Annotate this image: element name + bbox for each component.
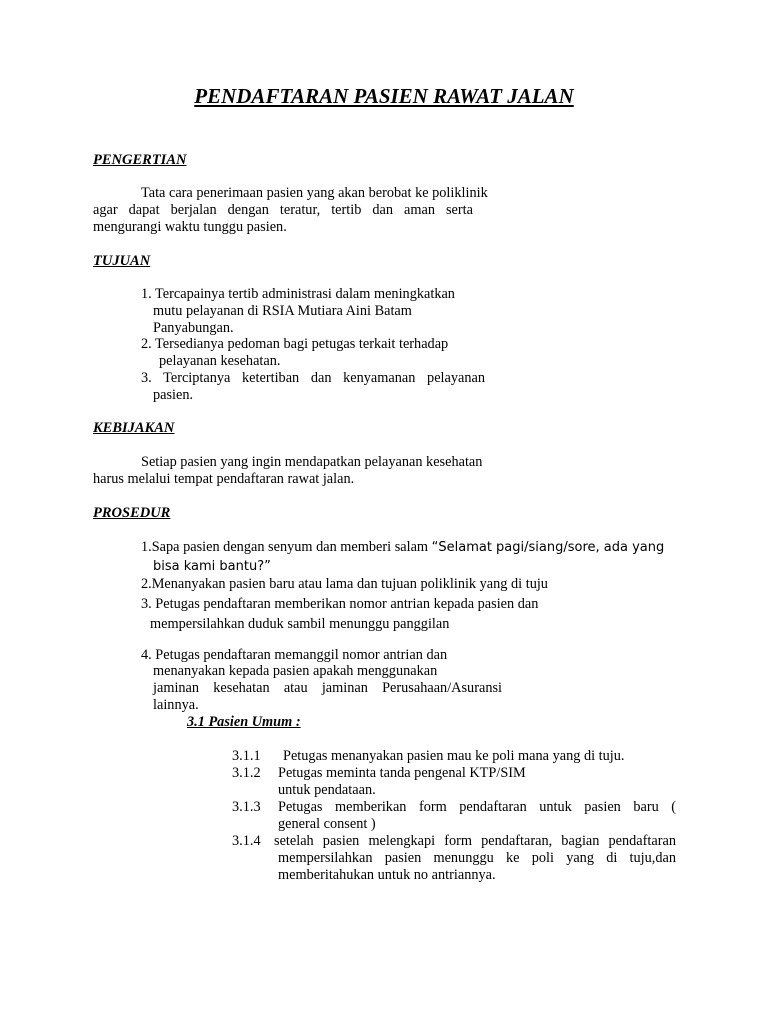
section-heading-kebijakan: KEBIJAKAN (93, 420, 175, 436)
sub-item-text: mempersilahkan pasien menunggu ke poli yang di tuju,dan (278, 850, 676, 866)
tujuan-line: 2. Tersedianya pedoman bagi petugas terkait terhadap (141, 336, 449, 352)
prosedur-item-1-cont: bisa kami bantu?” (153, 559, 271, 574)
pengertian-line: mengurangi waktu tunggu pasien. (93, 219, 287, 235)
tujuan-line: mutu pelayanan di RSIA Mutiara Aini Batam (153, 303, 412, 319)
sub-item-text: Petugas memberikan form pendaftaran untuk pasien baru ( (278, 799, 676, 815)
sub-item-text: general consent ) (278, 816, 376, 832)
prosedur-item-2: 2.Menanyakan pasien baru atau lama dan tujuan poliklinik yang di tuju (141, 576, 548, 592)
tujuan-line: 1. Tercapainya tertib administrasi dalam meningkatkan (141, 286, 455, 302)
prosedur-item-4-cont: lainnya. (153, 697, 199, 713)
tujuan-line: 3. Terciptanya ketertiban dan kenyamanan pelayanan (141, 370, 485, 386)
section-heading-pengertian: PENGERTIAN (93, 152, 187, 168)
sub-item-text: memberitahukan untuk no antriannya. (278, 867, 496, 883)
sub-item-number: 3.1.2 (232, 765, 261, 781)
prosedur-item-1 (141, 539, 664, 556)
sub-item-text: Petugas menanyakan pasien mau ke poli mana yang di tuju. (283, 748, 625, 764)
sub-item-text: setelah pasien melengkapi form pendaftaran, bagian pendaftaran (274, 833, 676, 849)
tujuan-line: Panyabungan. (153, 320, 234, 336)
prosedur-item-3-cont: mempersilahkan duduk sambil menunggu panggilan (150, 616, 450, 632)
prosedur-item-1-greeting: “Selamat pagi/siang/sore, ada yang (431, 540, 665, 555)
sub-item-text: untuk pendataan. (278, 782, 376, 798)
section-heading-prosedur: PROSEDUR (93, 505, 171, 521)
tujuan-line: pelayanan kesehatan. (159, 353, 281, 369)
prosedur-item-4-cont: jaminan kesehatan atau jaminan Perusahaan/Asuransi (153, 680, 502, 696)
pengertian-line: agar dapat berjalan dengan teratur, tertib dan aman serta (93, 202, 473, 218)
prosedur-item-1-text: 1.Sapa pasien dengan senyum dan memberi salam (141, 539, 432, 555)
tujuan-line: pasien. (153, 387, 194, 403)
section-heading-tujuan: TUJUAN (93, 253, 151, 269)
sub-item-number: 3.1.4 (232, 833, 261, 849)
sub-item-text: Petugas meminta tanda pengenal KTP/SIM (278, 765, 526, 781)
kebijakan-line: harus melalui tempat pendaftaran rawat jalan. (93, 471, 355, 487)
sub-item-number: 3.1.3 (232, 799, 261, 815)
sub-item-number: 3.1.1 (232, 748, 261, 764)
pengertian-line: Tata cara penerimaan pasien yang akan berobat ke poliklinik (141, 185, 488, 201)
sub-heading-pasien-umum: 3.1 Pasien Umum : (187, 714, 301, 730)
prosedur-item-4-cont: menanyakan kepada pasien apakah menggunakan (153, 663, 438, 679)
kebijakan-line: Setiap pasien yang ingin mendapatkan pelayanan kesehatan (141, 454, 483, 470)
document-title: PENDAFTARAN PASIEN RAWAT JALAN (194, 84, 574, 108)
prosedur-item-4: 4. Petugas pendaftaran memanggil nomor antrian dan (141, 647, 448, 663)
prosedur-item-3: 3. Petugas pendaftaran memberikan nomor antrian kepada pasien dan (141, 596, 539, 612)
